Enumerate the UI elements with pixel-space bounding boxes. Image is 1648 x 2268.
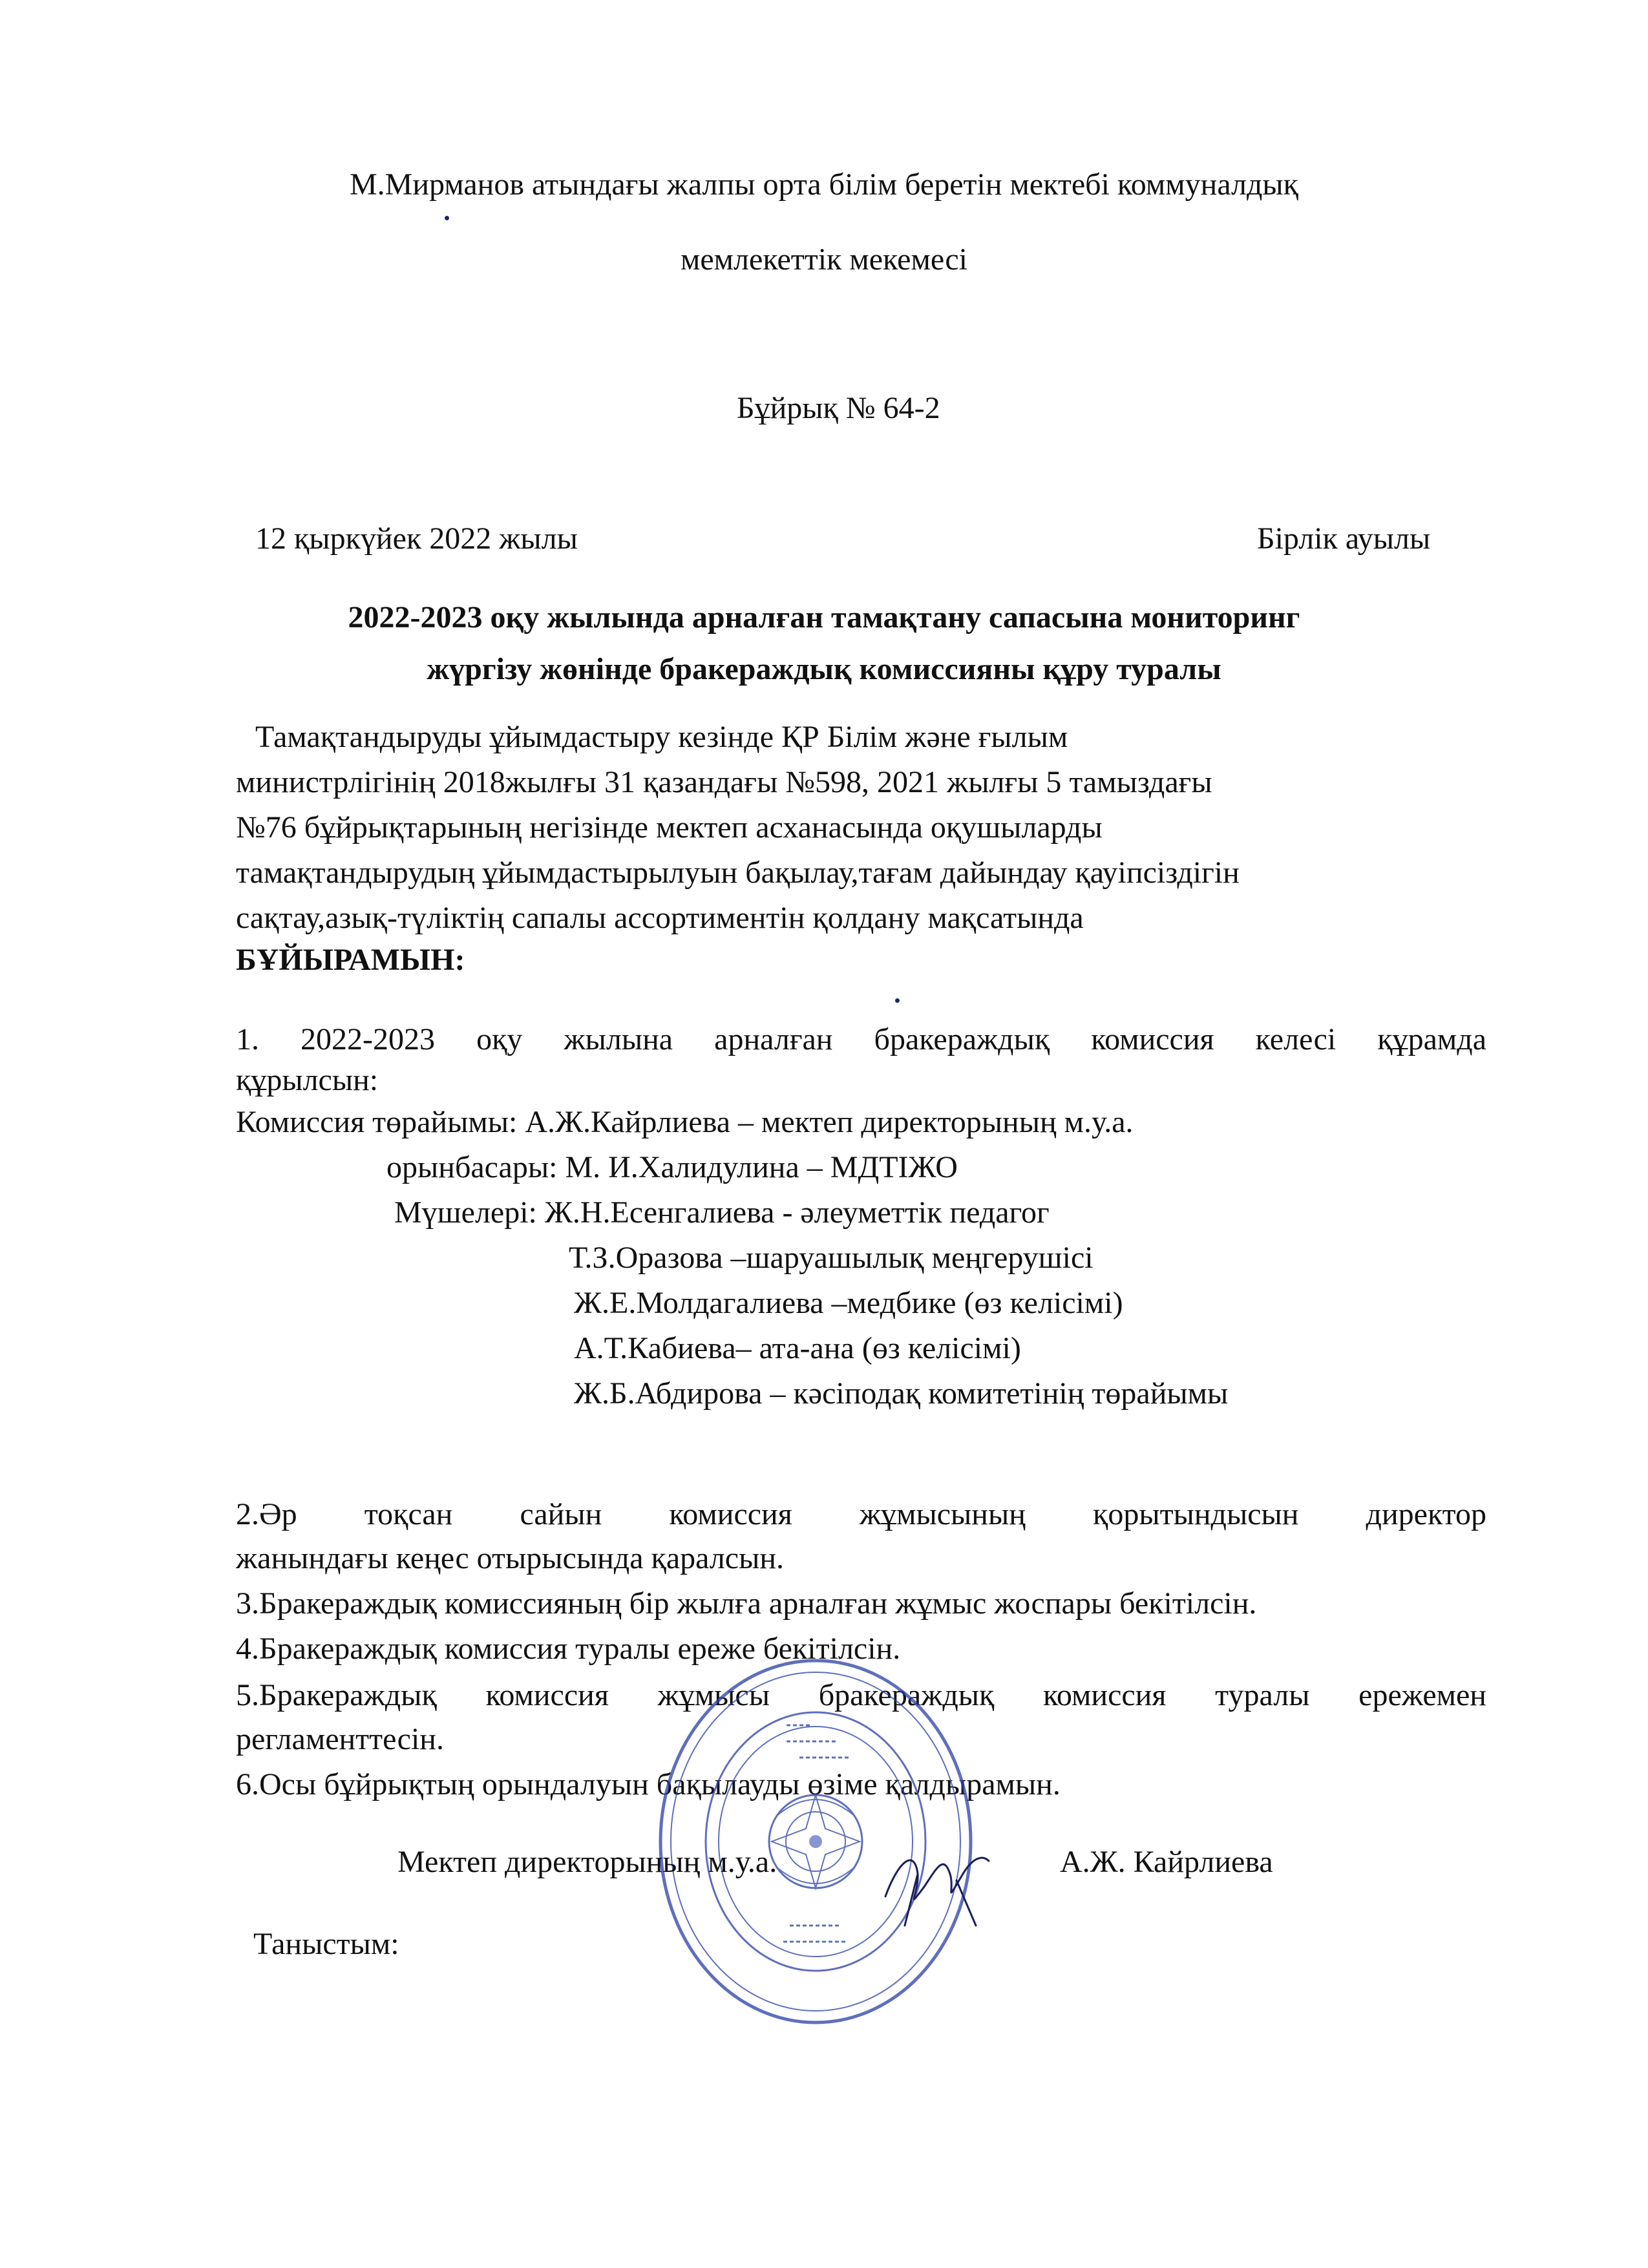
- title-line2: жүргізу жөнінде бракераждық комиссияны құру туралы: [427, 652, 1221, 686]
- scan-speck: [895, 998, 900, 1003]
- preamble-line2: министрлігінің 2018жылғы 31 қазандағы №598, 2021 жылғы 5 тамыздағы: [236, 765, 1212, 799]
- preamble-line4: тамақтандырудың ұйымдастырылуын бақылау,тағам дайындау қауіпсіздігін: [236, 856, 1240, 890]
- order-word: БҰЙЫРАМЫН:: [236, 943, 465, 977]
- preamble-line1: Тамақтандыруды ұйымдастыру кезінде ҚР Білім және ғылым: [255, 720, 1068, 754]
- item2-line1: 2.Әр тоқсан сайын комиссия жұмысының қорытындысын директор: [236, 1497, 1486, 1531]
- commission-member5: Ж.Б.Абдирова – кәсіподақ комитетінің төрайымы: [574, 1376, 1229, 1411]
- org-name-line2: мемлекеттік мекемесі: [681, 242, 967, 277]
- item3: 3.Бракераждық комиссияның бір жылға арналған жұмыс жоспары бекітілсін.: [236, 1586, 1257, 1621]
- item1-line2: құрылсын:: [236, 1063, 379, 1097]
- order-date: 12 қыркүйек 2022 жылы: [255, 521, 578, 556]
- commission-member2: Т.З.Оразова –шаруашылық меңгерушісі: [569, 1241, 1093, 1275]
- item2-line2: жанындағы кеңес отырысында қаралсын.: [236, 1541, 785, 1575]
- commission-member3: Ж.Е.Молдагалиева –медбике (өз келісімі): [574, 1286, 1123, 1320]
- order-place: Бірлік ауылы: [1257, 521, 1431, 556]
- commission-member4: А.Т.Кабиева– ата-ана (өз келісімі): [574, 1331, 1021, 1365]
- item1-line1: 1. 2022-2023 оқу жылына арналған бракераждық комиссия келесі құрамда: [236, 1022, 1486, 1056]
- org-name-line1: М.Мирманов атындағы жалпы орта білім беретін мектебі коммуналдық: [350, 167, 1298, 202]
- item6: 6.Осы бұйрықтың орындалуын бақылауды өзіме қалдырамын.: [236, 1767, 1061, 1801]
- item5-line1: 5.Бракераждық комиссия жұмысы бракераждық комиссия туралы ережемен: [236, 1678, 1486, 1712]
- commission-chair: Комиссия төрайымы: А.Ж.Кайрлиева – мектеп директорының м.у.а.: [236, 1105, 1134, 1139]
- commission-member1: Мүшелері: Ж.Н.Есенгалиева - әлеуметтік педагог: [394, 1195, 1050, 1230]
- signatory-name: А.Ж. Кайрлиева: [1060, 1845, 1273, 1879]
- commission-deputy: орынбасары: М. И.Халидулина – МДТІЖО: [386, 1150, 958, 1184]
- item4: 4.Бракераждық комиссия туралы ереже бекітілсін.: [236, 1632, 901, 1666]
- preamble-line5: сақтау,азық-түліктің сапалы ассортиментін қолдану мақсатында: [236, 901, 1084, 935]
- preamble-line3: №76 бұйрықтарының негізінде мектеп асханасында оқушыларды: [236, 810, 1103, 845]
- acquainted-label: Таныстым:: [253, 1927, 399, 1961]
- scan-speck: [445, 216, 449, 220]
- director-signature: [879, 1835, 995, 1932]
- signatory-position: Мектеп директорының м.у.а.: [397, 1845, 777, 1879]
- title-line1: 2022-2023 оқу жылында арналған тамақтану сапасына мониторинг: [348, 600, 1300, 635]
- item5-line2: регламенттесін.: [236, 1722, 444, 1756]
- order-number: Бұйрық № 64-2: [737, 391, 940, 425]
